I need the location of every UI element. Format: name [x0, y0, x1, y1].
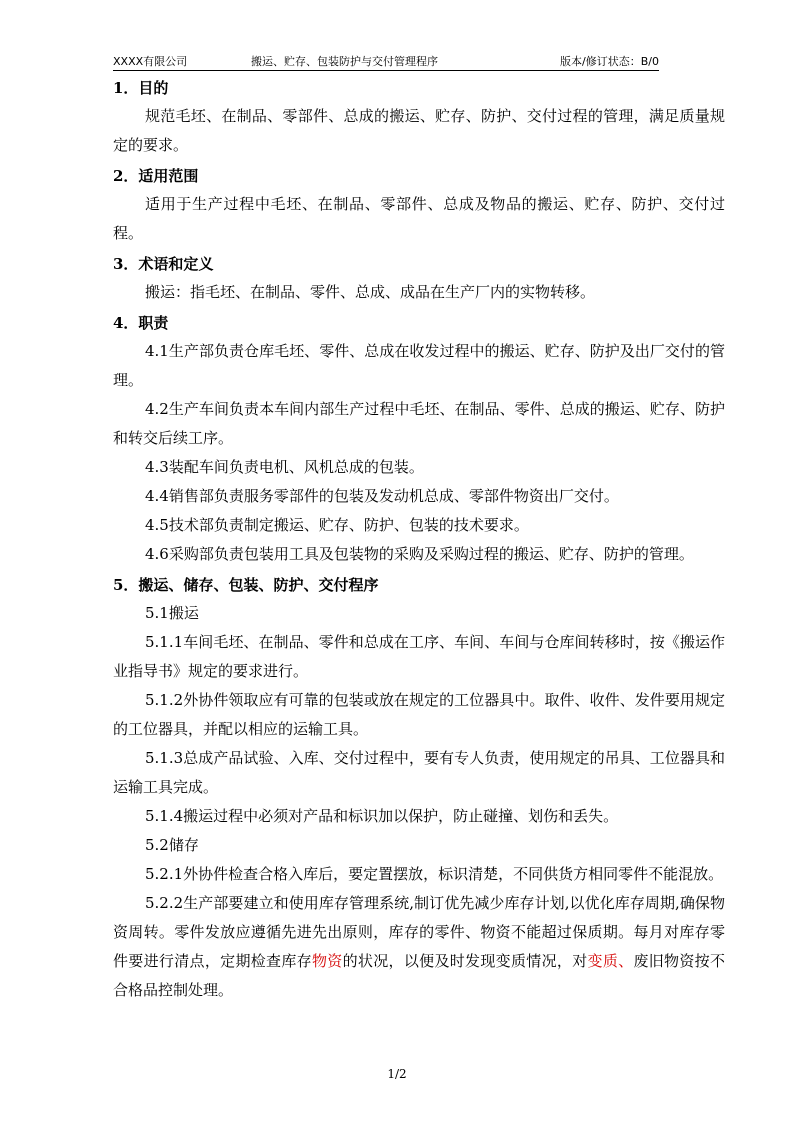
paragraph-5-1-1: 5.1.1车间毛坯、在制品、零件和总成在工序、车间、车间与仓库间转移时，按《搬运作业指导书》规定的要求进行。 — [113, 633, 725, 680]
header-version: 版本/修订状态：B/0 — [560, 55, 659, 68]
paragraph-5-2-1: 5.2.1外协件检查合格入库后，要定置摆放，标识清楚，不同供货方相同零件不能混放。 — [145, 865, 724, 883]
paragraph-terms: 搬运：指毛坯、在制品、零件、总成、成品在生产厂内的实物转移。 — [145, 283, 596, 301]
paragraph-4-2: 4.2生产车间负责本车间内部生产过程中毛坯、在制品、零件、总成的搬运、贮存、防护和转交后续工序。 — [113, 400, 725, 447]
paragraph-5-1-2: 5.1.2外协件领取应有可靠的包装或放在规定的工位器具中。取件、收件、发件要用规定的工位器具，并配以相应的运输工具。 — [113, 691, 725, 738]
paragraph-4-5: 4.5技术部负责制定搬运、贮存、防护、包装的技术要求。 — [145, 516, 529, 534]
section-heading-terms: 3．术语和定义 — [113, 255, 214, 273]
page-number: 1/2 — [387, 1067, 407, 1081]
paragraph-5-2-2 — [113, 889, 725, 1005]
highlight-materials: 物资 — [311, 952, 343, 970]
page-header — [113, 54, 659, 71]
paragraph-4-4: 4.4销售部负责服务零部件的包装及发动机总成、零部件物资出厂交付。 — [145, 487, 619, 505]
paragraph-5-1-4: 5.1.4搬运过程中必须对产品和标识加以保护，防止碰撞、划伤和丢失。 — [145, 807, 619, 825]
subheading-5-2: 5.2储存 — [145, 836, 199, 854]
subheading-5-1: 5.1搬运 — [145, 604, 199, 622]
paragraph-5-2-2-text-a: 5.2.2生产部要建立和使用库存管理系统,制订优先减少库存计划,以优化库存周期,确保物资周转。零件发放应遵循先进先出原则，库存的零件、物资不能超过保质期。每月对库存零件要进行清点，定期检查库存 — [113, 894, 725, 970]
paragraph-4-6: 4.6采购部负责包装用工具及包装物的采购及采购过程的搬运、贮存、防护的管理。 — [145, 545, 694, 563]
header-document-title: 搬运、贮存、包装防护与交付管理程序 — [251, 55, 438, 68]
paragraph-5-2-2-text-c: 废旧物资按不合格品控制处理。 — [113, 952, 725, 999]
document-body — [113, 74, 725, 1005]
section-heading-scope: 2．适用范围 — [113, 167, 199, 185]
paragraph-scope: 适用于生产过程中毛坯、在制品、零部件、总成及物品的搬运、贮存、防护、交付过程。 — [113, 195, 725, 242]
paragraph-5-2-2-text-b: 的状况，以便及时发现变质情况，对 — [342, 952, 588, 970]
paragraph-4-3: 4.3装配车间负责电机、风机总成的包装。 — [145, 458, 424, 476]
highlight-deteriorated: 变质、 — [587, 952, 634, 970]
paragraph-4-1: 4.1生产部负责仓库毛坯、零件、总成在收发过程中的搬运、贮存、防护及出厂交付的管理。 — [113, 342, 725, 389]
paragraph-purpose: 规范毛坯、在制品、零部件、总成的搬运、贮存、防护、交付过程的管理，满足质量规定的要求。 — [113, 107, 725, 154]
paragraph-5-1-3: 5.1.3总成产品试验、入库、交付过程中，要有专人负责，使用规定的吊具、工位器具和运输工具完成。 — [113, 749, 725, 796]
section-heading-purpose: 1．目的 — [113, 79, 169, 97]
header-company: XXXX有限公司 — [113, 55, 188, 68]
section-heading-responsibilities: 4．职责 — [113, 314, 169, 332]
section-heading-procedures: 5．搬运、储存、包装、防护、交付程序 — [113, 576, 379, 594]
